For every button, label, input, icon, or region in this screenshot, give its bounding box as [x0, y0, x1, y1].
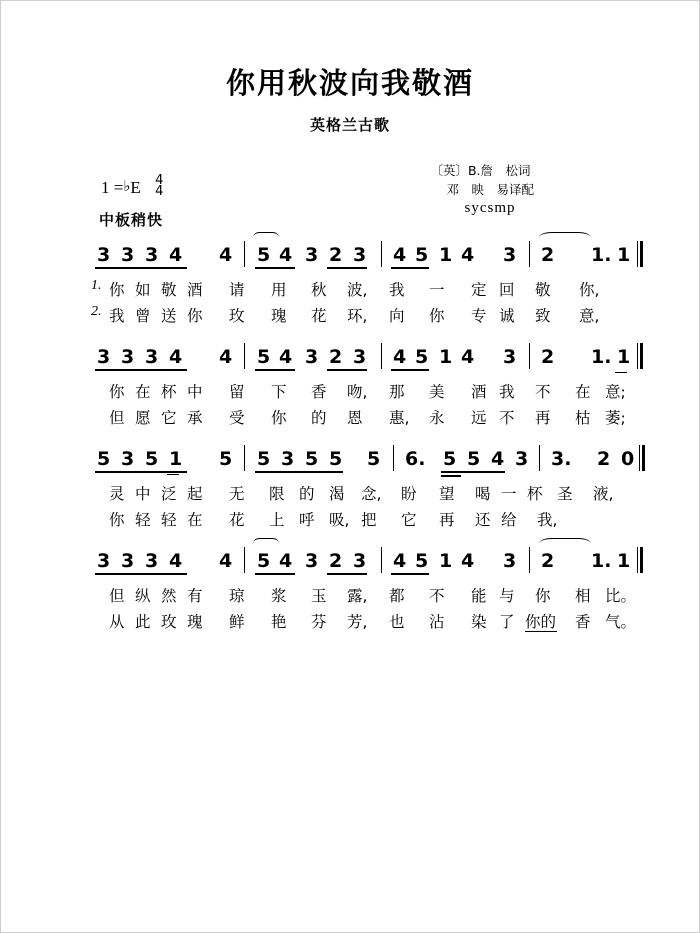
- lyric-word: 它: [401, 511, 417, 529]
- lyric-word: 你: [429, 307, 445, 325]
- note: 1.: [591, 346, 612, 368]
- note: 1: [439, 550, 453, 572]
- lyric-word: 秋: [311, 281, 327, 299]
- lyric-word: 你: [187, 307, 203, 325]
- lyric-word: 敬: [535, 281, 551, 299]
- lyric-word: 枯: [575, 409, 591, 427]
- note: 3: [121, 244, 135, 266]
- lyric-word: 液,: [593, 485, 614, 503]
- note: 3: [121, 346, 135, 368]
- note: 4: [393, 550, 407, 572]
- lyric-word: 有: [187, 587, 203, 605]
- lyric-line: [89, 278, 629, 304]
- note: 4: [169, 244, 183, 266]
- key-prefix: 1 =: [101, 178, 124, 197]
- lyric-word: 你,: [579, 281, 600, 299]
- note: 3: [515, 448, 529, 470]
- beam: [391, 267, 429, 269]
- lyric-line: [89, 482, 629, 508]
- note: 3: [121, 550, 135, 572]
- tempo-marking: 中板稍快: [99, 211, 164, 229]
- lyric-word: 玉: [311, 587, 327, 605]
- lyric-word: 相: [575, 587, 591, 605]
- note-row: [89, 550, 629, 580]
- lyric-word: 香: [575, 613, 591, 631]
- lyric-word: 渴: [329, 485, 345, 503]
- endbar: [637, 547, 643, 573]
- note: 3: [97, 244, 111, 266]
- note: 4: [219, 244, 233, 266]
- lyric-line: [89, 304, 629, 330]
- lyric-word: 花: [229, 511, 245, 529]
- barline: [529, 547, 530, 573]
- lyric-word: 你: [109, 383, 125, 401]
- beam: [255, 573, 295, 575]
- barline: [393, 445, 394, 471]
- note: 2: [329, 550, 343, 572]
- note: 4: [461, 550, 475, 572]
- lyric-word: 敬: [161, 281, 177, 299]
- lyric-word: 灵: [109, 485, 125, 503]
- lyric-word: 盼: [401, 485, 417, 503]
- lyric-word: 瑰: [187, 613, 203, 631]
- note: 3: [503, 346, 517, 368]
- lyric-word: 那: [389, 383, 405, 401]
- verse-number: 1.: [91, 278, 102, 293]
- lyric-word: 芬: [311, 613, 327, 631]
- note: 2: [329, 346, 343, 368]
- note: 3: [503, 244, 517, 266]
- lyric-word: 艳: [271, 613, 287, 631]
- lyric-word: 轻: [161, 511, 177, 529]
- music-system: [89, 448, 635, 534]
- lyric-word: 你的: [525, 613, 557, 631]
- beam: [441, 471, 505, 473]
- beam: [441, 475, 461, 477]
- endbar: [639, 445, 645, 471]
- note: 3: [353, 244, 367, 266]
- beam: [391, 369, 429, 371]
- lyric-word: 浆: [271, 587, 287, 605]
- credit-translator: 邓 映 易译配: [446, 182, 534, 197]
- lyric-word: 我,: [537, 511, 558, 529]
- note: 5: [97, 448, 111, 470]
- note: 5: [257, 448, 271, 470]
- note: 4: [169, 550, 183, 572]
- note: 3: [97, 550, 111, 572]
- note: 5: [443, 448, 457, 470]
- lyric-word: 我: [109, 307, 125, 325]
- note: 4: [393, 346, 407, 368]
- note: 4: [279, 550, 293, 572]
- lyric-word: 杯: [161, 383, 177, 401]
- lyric-word: 受: [229, 409, 245, 427]
- note: 5: [219, 448, 233, 470]
- note: 5: [367, 448, 381, 470]
- barline: [381, 547, 382, 573]
- note-row: [89, 448, 635, 478]
- beam: [255, 471, 343, 473]
- note: 1: [617, 550, 631, 572]
- note: 2: [541, 550, 555, 572]
- lyric-word: 如: [135, 281, 151, 299]
- note: 4: [393, 244, 407, 266]
- note: 3: [503, 550, 517, 572]
- lyric-word: 用: [271, 281, 287, 299]
- lyric-line: [89, 610, 637, 636]
- lyric-word: 致: [535, 307, 551, 325]
- lyric-word: 起: [187, 485, 203, 503]
- slur: [253, 232, 279, 243]
- note: 5: [257, 244, 271, 266]
- note: 3.: [551, 448, 572, 470]
- note: 0: [621, 448, 635, 470]
- lyric-word: 永: [429, 409, 445, 427]
- lyric-word: 呼: [299, 511, 315, 529]
- credits: [430, 161, 534, 218]
- time-signature: [155, 173, 169, 199]
- lyric-word: 你: [271, 409, 287, 427]
- octave-underline: [167, 474, 179, 475]
- note: 3: [145, 346, 159, 368]
- lyric-word: 圣: [557, 485, 573, 503]
- note: 2: [329, 244, 343, 266]
- lyric-word: 泛: [161, 485, 177, 503]
- note: 4: [279, 346, 293, 368]
- lyric-word: 也: [389, 613, 405, 631]
- lyric-word: 下: [271, 383, 287, 401]
- lyric-word: 吸,: [329, 511, 350, 529]
- note: 3: [353, 346, 367, 368]
- lyric-word: 了: [499, 613, 515, 631]
- lyric-word: 中: [135, 485, 151, 503]
- barline: [529, 343, 530, 369]
- note: 4: [491, 448, 505, 470]
- music-system: [89, 550, 637, 636]
- barline: [244, 547, 245, 573]
- note: 5: [305, 448, 319, 470]
- octave-underline: [615, 372, 627, 373]
- lyric-word: 意;: [605, 383, 626, 401]
- beam: [327, 573, 367, 575]
- note: 4: [219, 550, 233, 572]
- key-signature: [101, 173, 169, 199]
- lyric-word: 回: [499, 281, 515, 299]
- lyric-word: 请: [229, 281, 245, 299]
- note: 1.: [591, 550, 612, 572]
- note: 3: [145, 550, 159, 572]
- lyric-line: [89, 584, 637, 610]
- note: 4: [219, 346, 233, 368]
- lyric-word: 一: [429, 281, 445, 299]
- endbar: [637, 241, 643, 267]
- barline: [244, 343, 245, 369]
- credit-lyricist: 〔英〕B.詹 松词: [430, 163, 531, 178]
- lyric-word: 但: [109, 587, 125, 605]
- lyric-word: 不: [535, 383, 551, 401]
- lyric-word: 你: [109, 281, 125, 299]
- note: 1.: [591, 244, 612, 266]
- lyric-word: 轻: [135, 511, 151, 529]
- note: 3: [145, 244, 159, 266]
- note: 4: [169, 346, 183, 368]
- lyric-word: 喝: [475, 485, 491, 503]
- note: 1: [439, 346, 453, 368]
- note: 5: [329, 448, 343, 470]
- lyric-word: 你: [109, 511, 125, 529]
- lyric-word: 向: [389, 307, 405, 325]
- note: 3: [281, 448, 295, 470]
- lyric-word: 玫: [229, 307, 245, 325]
- lyric-word: 无: [229, 485, 245, 503]
- note: 2: [541, 346, 555, 368]
- lyric-word: 在: [187, 511, 203, 529]
- lyric-word: 美: [429, 383, 445, 401]
- note: 4: [461, 244, 475, 266]
- barline: [381, 343, 382, 369]
- lyric-word: 的: [311, 409, 327, 427]
- beam: [391, 573, 429, 575]
- time-signature-numerator: 4: [155, 173, 164, 188]
- lyric-word: 再: [439, 511, 455, 529]
- note: 3: [97, 346, 111, 368]
- lyric-word: 与: [499, 587, 515, 605]
- lyric-word: 望: [439, 485, 455, 503]
- lyric-word: 香: [311, 383, 327, 401]
- key-letter: E: [130, 178, 141, 197]
- slur: [539, 538, 591, 549]
- lyric-word: 一: [501, 485, 517, 503]
- lyric-word: 都: [389, 587, 405, 605]
- lyric-word: 不: [499, 409, 515, 427]
- note: 5: [145, 448, 159, 470]
- note: 5: [415, 346, 429, 368]
- note: 5: [257, 346, 271, 368]
- music-system: [89, 244, 629, 330]
- note: 3: [305, 346, 319, 368]
- lyric-word: 中: [187, 383, 203, 401]
- endbar: [637, 343, 643, 369]
- lyric-underline: [525, 631, 557, 632]
- lyric-word: 定: [471, 281, 487, 299]
- lyric-line: [89, 508, 629, 534]
- page-title: 你用秋波向我敬酒: [225, 66, 474, 100]
- lyric-word: 远: [471, 409, 487, 427]
- note: 6.: [405, 448, 426, 470]
- lyric-word: 沾: [429, 613, 445, 631]
- lyric-word: 萎;: [605, 409, 626, 427]
- lyric-word: 恩: [347, 409, 363, 427]
- barline: [381, 241, 382, 267]
- lyric-word: 杯: [527, 485, 543, 503]
- beam: [255, 369, 295, 371]
- beam: [327, 267, 367, 269]
- note: 1: [617, 346, 631, 368]
- lyric-word: 我: [499, 383, 515, 401]
- lyric-word: 的: [299, 485, 315, 503]
- lyric-word: 瑰: [271, 307, 287, 325]
- lyric-word: 此: [135, 613, 151, 631]
- note: 1: [169, 448, 183, 470]
- music-system: [89, 346, 629, 432]
- beam: [255, 267, 295, 269]
- lyric-word: 环,: [347, 307, 368, 325]
- lyric-word: 留: [229, 383, 245, 401]
- lyric-word: 承: [187, 409, 203, 427]
- note: 5: [467, 448, 481, 470]
- lyric-word: 不: [429, 587, 445, 605]
- note: 2: [541, 244, 555, 266]
- lyric-word: 但: [109, 409, 125, 427]
- lyric-word: 比。: [605, 587, 637, 605]
- lyric-word: 在: [575, 383, 591, 401]
- barline: [529, 241, 530, 267]
- lyric-word: 能: [471, 587, 487, 605]
- beam: [327, 369, 367, 371]
- slur: [253, 538, 279, 549]
- lyric-word: 惠,: [389, 409, 410, 427]
- lyric-word: 给: [501, 511, 517, 529]
- note: 1: [617, 244, 631, 266]
- lyric-word: 纵: [135, 587, 151, 605]
- lyric-word: 酒: [187, 281, 203, 299]
- note-row: [89, 346, 629, 376]
- beam: [95, 369, 187, 371]
- barline: [539, 445, 540, 471]
- flat-icon: ♭: [123, 179, 131, 195]
- lyric-word: 你: [535, 587, 551, 605]
- note: 5: [415, 244, 429, 266]
- lyric-word: 在: [135, 383, 151, 401]
- note-row: [89, 244, 629, 274]
- verse-number: 2.: [91, 304, 102, 319]
- lyric-word: 诚: [499, 307, 515, 325]
- lyric-word: 把: [361, 511, 377, 529]
- beam: [95, 267, 187, 269]
- lyric-word: 露,: [347, 587, 368, 605]
- credit-uploader: sycsmp: [464, 200, 516, 216]
- lyric-word: 曾: [135, 307, 151, 325]
- lyric-word: 送: [161, 307, 177, 325]
- lyric-word: 再: [535, 409, 551, 427]
- note: 4: [461, 346, 475, 368]
- lyric-word: 鲜: [229, 613, 245, 631]
- barline: [244, 241, 245, 267]
- note: 3: [353, 550, 367, 572]
- barline: [244, 445, 245, 471]
- lyric-word: 气。: [605, 613, 637, 631]
- lyric-word: 念,: [361, 485, 382, 503]
- lyric-word: 吻,: [347, 383, 368, 401]
- lyric-word: 还: [475, 511, 491, 529]
- note: 5: [257, 550, 271, 572]
- time-signature-denominator: 4: [155, 184, 164, 199]
- lyric-word: 染: [471, 613, 487, 631]
- lyric-word: 波,: [347, 281, 368, 299]
- lyric-word: 从: [109, 613, 125, 631]
- lyric-word: 限: [269, 485, 285, 503]
- lyric-line: [89, 380, 629, 406]
- beam: [95, 573, 187, 575]
- slur: [539, 232, 591, 243]
- lyric-word: 酒: [471, 383, 487, 401]
- lyric-word: 意,: [579, 307, 600, 325]
- note: 4: [279, 244, 293, 266]
- note: 3: [121, 448, 135, 470]
- note: 1: [439, 244, 453, 266]
- lyric-line: [89, 406, 629, 432]
- lyric-word: 专: [471, 307, 487, 325]
- lyric-word: 然: [161, 587, 177, 605]
- lyric-word: 琼: [229, 587, 245, 605]
- lyric-word: 花: [311, 307, 327, 325]
- lyric-word: 它: [161, 409, 177, 427]
- lyric-word: 上: [269, 511, 285, 529]
- note: 2: [597, 448, 611, 470]
- lyric-word: 芳,: [347, 613, 368, 631]
- lyric-word: 玫: [161, 613, 177, 631]
- page-subtitle: 英格兰古歌: [309, 116, 390, 134]
- lyric-word: 我: [389, 281, 405, 299]
- note: 3: [305, 244, 319, 266]
- beam: [95, 471, 187, 473]
- note: 3: [305, 550, 319, 572]
- lyric-word: 愿: [135, 409, 151, 427]
- note: 5: [415, 550, 429, 572]
